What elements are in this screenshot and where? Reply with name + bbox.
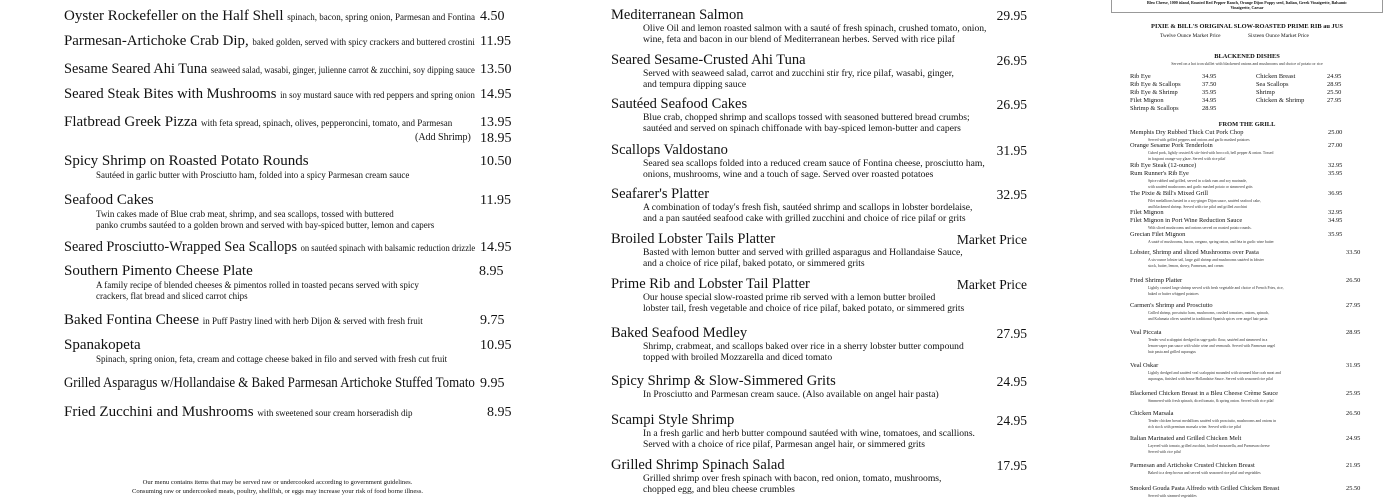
item-name: Parmesan-Artichoke Crab Dip, bbox=[64, 33, 249, 49]
item-name: Grilled Asparagus w/Hollandaise & Baked Parmesan Artichoke Stuffed Tomato bbox=[64, 375, 475, 391]
grill-heading: FROM THE GRILL bbox=[1218, 121, 1276, 128]
item-price: 27.95 bbox=[996, 326, 1027, 341]
item-description: and tempura dipping sauce bbox=[643, 79, 747, 90]
grill-item-price: 27.95 bbox=[1346, 302, 1361, 309]
item-description: and a choice of rice pilaf, baked potato, or simmered grits bbox=[643, 258, 865, 269]
grill-item-description: with sautéed mushrooms and garlic mashed potato or simmered grits bbox=[1148, 185, 1253, 189]
grill-item-description: Lightly dredged and sautéed veal scaloppini mounded with steamed blue crab meat and bbox=[1148, 371, 1281, 375]
item-inline-desc: in Puff Pastry lined with herb Dijon & served with fresh fruit bbox=[202, 316, 423, 326]
prime-rib-twelve: Twelve Ounce Market Price bbox=[1160, 33, 1221, 39]
allergy-notice: Consuming raw or undercooked meats, poultry, shellfish, or eggs may increase your risk of food borne illness. bbox=[131, 488, 424, 495]
item-price: 4.50 bbox=[480, 9, 505, 24]
item-price: 31.95 bbox=[996, 143, 1027, 158]
blackened-item-name: Rib Eye & Shrimp bbox=[1130, 89, 1178, 96]
grill-item-description: Filet medallions basted in a soy-ginger Dijon sauce, sautéed seafood cake, bbox=[1148, 199, 1261, 203]
grill-item-price: 21.95 bbox=[1346, 462, 1361, 469]
item-inline-desc: seaweed salad, wasabi, ginger, julienne carrot & zucchini, soy dipping sauce bbox=[210, 65, 475, 75]
item-price: 11.95 bbox=[480, 34, 511, 49]
dressings-line: Vinaigrette, Caesar bbox=[1230, 5, 1264, 10]
grill-item-name: Filet Mignon bbox=[1130, 209, 1164, 216]
blackened-item-price: 25.50 bbox=[1327, 89, 1342, 96]
item-description: onions, mushrooms, wine and a touch of sage. Served over roasted potatoes bbox=[643, 169, 934, 180]
grill-item-description: A six-ounce lobster tail, large gulf shrimp and mushrooms sautéed in lobster bbox=[1148, 258, 1264, 262]
item-price: 8.95 bbox=[487, 405, 512, 420]
item-name: Southern Pimento Cheese Plate bbox=[64, 263, 253, 279]
item-name: Seafood Cakes bbox=[64, 192, 154, 208]
item-price: 10.95 bbox=[480, 338, 512, 353]
item-inline-desc: on sautéed spinach with balsamic reduction drizzle bbox=[300, 243, 476, 253]
item-price: 32.95 bbox=[996, 187, 1027, 202]
grill-item-description: Spice rubbed and grilled, served in a dark rum and soy marinade, bbox=[1148, 179, 1248, 183]
grill-item-name: Filet Mignon in Port Wine Reduction Sauce bbox=[1130, 217, 1243, 224]
item-price: 8.95 bbox=[479, 264, 504, 279]
blackened-item-name: Filet Mignon bbox=[1130, 97, 1164, 104]
item-description: Shrimp, crabmeat, and scallops baked over rice in a sherry lobster butter compound bbox=[643, 341, 964, 352]
item-description: Our house special slow-roasted prime rib served with a lemon butter broiled bbox=[643, 292, 936, 303]
menu-item-title: Scallops Valdostano bbox=[611, 142, 728, 158]
item-price: 24.95 bbox=[996, 413, 1027, 428]
item-name: Seared Prosciutto-Wrapped Sea Scallops bbox=[64, 239, 298, 255]
blackened-item-name: Rib Eye & Scallops bbox=[1130, 81, 1181, 88]
grill-item-description: baked or butter whipped potatoes bbox=[1148, 292, 1199, 296]
item-description: lobster tail, fresh vegetable and choice of rice pilaf, baked potato, or simmered grits bbox=[643, 303, 965, 314]
blackened-item-price: 28.95 bbox=[1202, 105, 1217, 112]
item-inline-desc: with sweetened sour cream horseradish dip bbox=[257, 408, 413, 418]
item-price: 26.95 bbox=[996, 53, 1027, 68]
item-inline-desc: spinach, bacon, spring onion, Parmesan and Fontina bbox=[287, 12, 475, 22]
grill-item-description: Grilled shrimp, prosciutto ham, mushrooms, crushed tomatoes, onions, spinach, bbox=[1148, 311, 1270, 315]
grill-item-description: Baked to a deep brown and served with seasoned rice pilaf and vegetables bbox=[1148, 471, 1261, 475]
item-price: 14.95 bbox=[480, 240, 512, 255]
blackened-item-name: Shrimp & Scallops bbox=[1130, 105, 1179, 112]
item-description: crackers, flat bread and sliced carrot chips bbox=[96, 291, 248, 301]
grill-item-description: With sliced mushrooms and onions served on roasted potato rounds. bbox=[1148, 226, 1252, 230]
item-name: Seared Steak Bites with Mushrooms bbox=[64, 86, 277, 102]
item-description: Served with a choice of rice pilaf, Parmesan angel hair, or simmered grits bbox=[643, 439, 925, 450]
item-description: Blue crab, chopped shrimp and scallops tossed with seasoned buttered bread crumbs; bbox=[643, 112, 970, 123]
grill-item-price: 24.95 bbox=[1346, 435, 1361, 442]
grill-item-price: 25.50 bbox=[1346, 485, 1361, 492]
grill-item-description: Lightly crusted large shrimp served with fresh vegetable and choice of French Fries, rice, bbox=[1148, 286, 1284, 290]
item-description: sautéed and served on spinach chiffonade with bay-spiced lemon-butter and capers bbox=[643, 123, 961, 134]
item-price: Market Price bbox=[956, 277, 1027, 292]
grill-item-name: Smoked Gouda Pasta Alfredo with Grilled Chicken Breast bbox=[1130, 485, 1280, 492]
dressings-box bbox=[1111, 0, 1383, 13]
item-inline-desc: with feta spread, spinach, olives, pepperoncini, tomato, and Parmesan bbox=[201, 118, 453, 128]
menu-item-title bbox=[64, 405, 413, 420]
grill-item-name: Orange Sesame Pork Tenderloin bbox=[1130, 142, 1213, 149]
menu-item-title: Seared Sesame-Crusted Ahi Tuna bbox=[611, 52, 806, 68]
item-description: A combination of today's fresh fish, sautéed shrimp and scallops in lobster bordelaise, bbox=[643, 202, 973, 213]
item-description: topped with broiled Mozzarella and diced tomato bbox=[643, 352, 833, 363]
item-price: 13.95 bbox=[480, 115, 512, 130]
item-description: Served with seaweed salad, carrot and zucchini stir fry, rice pilaf, wasabi, ginger, bbox=[643, 68, 954, 79]
item-description: panko crumbs sautéed to a golden brown and served with bay-spiced butter, lemon and capers bbox=[96, 220, 435, 230]
item-price: 14.95 bbox=[480, 87, 512, 102]
grill-item-name: Memphis Dry Rubbed Thick Cut Pork Chop bbox=[1130, 129, 1244, 136]
grill-item-price: 26.50 bbox=[1346, 277, 1361, 284]
blackened-subtitle: Served on a hot iron skillet with blackened onions and mushrooms and choice of potato or rice bbox=[1171, 61, 1323, 66]
blackened-item-name: Rib Eye bbox=[1130, 73, 1151, 80]
menu-item-title bbox=[64, 338, 141, 353]
grill-item-description: Tender veal scaloppini dredged in sage-garlic flour, sautéed and simmered in a bbox=[1148, 338, 1268, 342]
item-price: Market Price bbox=[956, 232, 1027, 247]
item-price: 26.95 bbox=[996, 97, 1027, 112]
item-description: chopped egg, and bleu cheese crumbles bbox=[643, 484, 795, 495]
grill-item-price: 35.95 bbox=[1328, 170, 1343, 177]
blackened-item-price: 34.95 bbox=[1202, 73, 1217, 80]
grill-item-price: 34.95 bbox=[1328, 217, 1343, 224]
blackened-item-name: Chicken Breast bbox=[1256, 73, 1296, 80]
blackened-item-price: 28.95 bbox=[1327, 81, 1342, 88]
menu-item-title bbox=[64, 87, 475, 102]
grill-item-name: Parmesan and Artichoke Crusted Chicken Breast bbox=[1130, 462, 1255, 469]
grill-item-description: stock, butter, lemon, sherry, Parmesan, and cream bbox=[1148, 264, 1224, 268]
grill-item-name: Veal Oskar bbox=[1130, 362, 1159, 369]
blackened-item-name: Shrimp bbox=[1256, 89, 1275, 96]
item-description: In Prosciutto and Parmesan cream sauce. (Also available on angel hair pasta) bbox=[643, 389, 939, 400]
grill-item-price: 32.95 bbox=[1328, 209, 1343, 216]
grill-item-description: Tender chicken breast medallions sautéed with prosciutto, mushrooms and onions in bbox=[1148, 419, 1277, 423]
grill-item-name: Lobster, Shrimp and sliced Mushrooms over Pasta bbox=[1130, 249, 1259, 256]
blackened-item-name: Chicken & Shrimp bbox=[1256, 97, 1305, 104]
grill-item-description: Simmered with fresh spinach, diced tomato, & spring onion. Served with rice pilaf bbox=[1148, 399, 1274, 403]
grill-item-price: 25.00 bbox=[1328, 129, 1343, 136]
item-price: 10.50 bbox=[480, 154, 512, 169]
menu-item-title: Grilled Shrimp Spinach Salad bbox=[611, 457, 785, 473]
menu-item-title bbox=[64, 62, 475, 77]
item-name: Oyster Rockefeller on the Half Shell bbox=[64, 8, 284, 24]
grill-item-description: lemon-caper pan sauce with white wine and vermouth. Served with Parmesan angel bbox=[1148, 344, 1276, 348]
blackened-item-price: 27.95 bbox=[1327, 97, 1342, 104]
blackened-item-name: Sea Scallops bbox=[1256, 81, 1289, 88]
item-description: A family recipe of blended cheeses & pimentos rolled in toasted pecans served with spicy bbox=[96, 280, 419, 290]
add-shrimp-price: 18.95 bbox=[480, 131, 512, 146]
grill-item-price: 33.50 bbox=[1346, 249, 1361, 256]
item-inline-desc: baked golden, served with spicy crackers and buttered crostini bbox=[252, 37, 475, 47]
menu-item-title bbox=[64, 154, 309, 169]
grill-item-description: Served with grilled peppers and onions and garlic mashed potatoes bbox=[1148, 138, 1250, 142]
grill-item-name: Rib Eye Steak (12-ounce) bbox=[1130, 162, 1197, 169]
grill-item-description: rich stock with premium marsala wine. Served with rice pilaf bbox=[1148, 425, 1241, 429]
grill-item-description: hair pasta and grilled asparagus bbox=[1148, 350, 1196, 354]
item-name: Spanakopeta bbox=[64, 337, 141, 353]
item-inline-desc: in soy mustard sauce with red peppers and spring onion bbox=[280, 90, 475, 100]
grill-item-name: Rum Runner's Rib Eye bbox=[1130, 170, 1189, 177]
menu-item-title: Sautéed Seafood Cakes bbox=[611, 96, 748, 112]
grill-item-name: Veal Piccata bbox=[1130, 329, 1162, 336]
grill-item-price: 31.95 bbox=[1346, 362, 1361, 369]
item-name: Spicy Shrimp on Roasted Potato Rounds bbox=[64, 153, 309, 169]
grill-item-price: 28.95 bbox=[1346, 329, 1361, 336]
menu-page-thumbnail bbox=[1110, 0, 1384, 500]
grill-item-description: Served with rice pilaf bbox=[1148, 450, 1181, 454]
item-price: 29.95 bbox=[996, 8, 1027, 23]
item-description: Basted with lemon butter and served with grilled asparagus and Hollandaise Sauce, bbox=[643, 247, 963, 258]
grill-item-name: Grecian Filet Mignon bbox=[1130, 231, 1186, 238]
grill-item-name: Fried Shrimp Platter bbox=[1130, 277, 1183, 284]
menu-item-title bbox=[64, 193, 154, 208]
grill-item-name: Carmen's Shrimp and Prosciutto bbox=[1130, 302, 1213, 309]
menu-item-title bbox=[64, 313, 423, 328]
menu-item-title bbox=[64, 115, 452, 130]
item-price: 13.50 bbox=[480, 62, 512, 77]
item-description: and a pan sautéed seafood cake with grilled zucchini and choice of rice pilaf or grits bbox=[643, 213, 966, 224]
item-name: Sesame Seared Ahi Tuna bbox=[64, 61, 208, 77]
menu-item-title bbox=[64, 240, 475, 255]
dressings-line: Bleu Cheese, 1000 island, Roasted Red Pepper Ranch, Orange Dijon Poppy seed, Italian, Greek Vinaigrette, Balsamic bbox=[1146, 0, 1348, 5]
item-price: 11.95 bbox=[480, 193, 511, 208]
grill-item-name: Chicken Marsala bbox=[1130, 410, 1174, 417]
item-description: Sautéed in garlic butter with Prosciutto ham, folded into a spicy Parmesan cream sauce bbox=[96, 170, 410, 180]
menu-item-title: Spicy Shrimp & Slow-Simmered Grits bbox=[611, 373, 836, 389]
blackened-heading: BLACKENED DISHES bbox=[1214, 53, 1280, 60]
grill-item-price: 25.95 bbox=[1346, 390, 1361, 397]
item-description: Seared sea scallops folded into a reduced cream sauce of Fontina cheese, prosciutto ham, bbox=[643, 158, 985, 169]
grill-item-name: Blackened Chicken Breast in a Bleu Cheese Crème Sauce bbox=[1130, 390, 1278, 397]
grill-item-price: 35.95 bbox=[1328, 231, 1343, 238]
grill-item-description: Served with steamed vegetables bbox=[1148, 494, 1197, 498]
prime-rib-sixteen: Sixteen Ounce Market Price bbox=[1248, 33, 1309, 39]
menu-item-title: Prime Rib and Lobster Tail Platter bbox=[611, 276, 810, 292]
item-description: wine, feta and bacon in our blend of Mediterranean herbes. Served with rice pilaf bbox=[643, 34, 955, 45]
item-price: 9.75 bbox=[480, 313, 505, 328]
grill-item-price: 27.00 bbox=[1328, 142, 1343, 149]
item-name: Flatbread Greek Pizza bbox=[64, 114, 198, 130]
item-description: Spinach, spring onion, feta, cream and cottage cheese baked in filo and served with fresh cut fruit bbox=[96, 354, 448, 364]
item-name: Fried Zucchini and Mushrooms bbox=[64, 404, 254, 420]
grill-item-name: The Pixie & Bill's Mixed Grill bbox=[1130, 190, 1209, 197]
grill-item-price: 26.50 bbox=[1346, 410, 1361, 417]
prime-rib-heading: PIXIE & BILL'S ORIGINAL SLOW-ROASTED PRIME RIB au JUS bbox=[1151, 23, 1343, 30]
blackened-item-price: 35.95 bbox=[1202, 89, 1217, 96]
item-description: In a fresh garlic and herb butter compound sautéed with wine, tomatoes, and scallions. bbox=[643, 428, 975, 439]
menu-item-title: Scampi Style Shrimp bbox=[611, 412, 735, 428]
grill-item-price: 36.95 bbox=[1328, 190, 1343, 197]
blackened-item-price: 37.50 bbox=[1202, 81, 1217, 88]
menu-item-title bbox=[64, 34, 475, 49]
item-price: 17.95 bbox=[996, 458, 1027, 473]
grill-item-description: Cubed pork, lightly crusted & stir-fried with broccoli, bell pepper & onion. Tossed bbox=[1148, 151, 1274, 155]
grill-item-price: 32.95 bbox=[1328, 162, 1343, 169]
menu-item-title: Broiled Lobster Tails Platter bbox=[611, 231, 776, 247]
menu-item-title bbox=[64, 376, 475, 391]
grill-item-description: and Kalamata olives sautéed in traditional Spanish spices over angel hair pasta bbox=[1148, 317, 1268, 321]
add-shrimp-label: (Add Shrimp) bbox=[415, 132, 471, 143]
grill-item-name: Italian Marinated and Grilled Chicken Melt bbox=[1130, 435, 1242, 442]
item-name: Baked Fontina Cheese bbox=[64, 312, 199, 328]
menu-item-title bbox=[64, 264, 253, 279]
grill-item-description: Layered with tomato, grilled zucchini, broiled mozzarella, and Parmesan cheese bbox=[1148, 444, 1270, 448]
menu-item-title: Mediterranean Salmon bbox=[611, 7, 744, 23]
blackened-item-price: 34.95 bbox=[1202, 97, 1217, 104]
item-description: Olive Oil and lemon roasted salmon with a sauté of fresh spinach, crushed tomato, onion, bbox=[643, 23, 987, 34]
grill-item-description: in fragrant orange-soy glaze. Served with rice pilaf bbox=[1148, 157, 1226, 161]
item-description: Grilled shrimp over fresh spinach with bacon, red onion, tomato, mushrooms, bbox=[643, 473, 942, 484]
menu-item-title: Seafarer's Platter bbox=[611, 186, 710, 202]
item-description: Twin cakes made of Blue crab meat, shrimp, and sea scallops, tossed with buttered bbox=[96, 209, 394, 219]
menu-item-title: Baked Seafood Medley bbox=[611, 325, 748, 341]
allergy-notice: Our menu contains items that may be served raw or undercooked according to government guidelines. bbox=[142, 479, 413, 486]
grill-item-description: asparagus, finished with house Hollandaise Sauce. Served with seasoned rice pilaf bbox=[1148, 377, 1274, 381]
blackened-item-price: 24.95 bbox=[1327, 73, 1342, 80]
grill-item-description: and blackened shrimp. Served with rice pilaf and grilled zucchini bbox=[1148, 205, 1248, 209]
item-price: 24.95 bbox=[996, 374, 1027, 389]
grill-item-description: A sauté of mushrooms, bacon, oregano, spring onion, and feta in garlic wine butter bbox=[1148, 240, 1274, 244]
item-price: 9.95 bbox=[480, 376, 505, 391]
menu-item-title bbox=[64, 9, 475, 24]
